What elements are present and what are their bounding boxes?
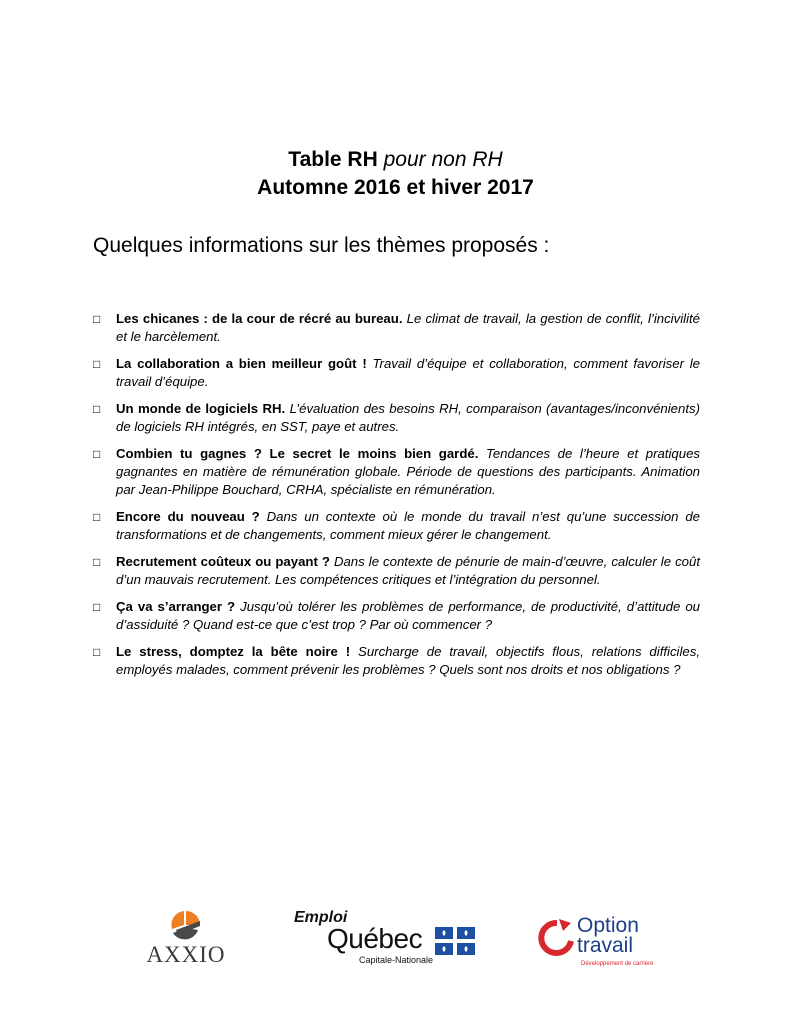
checkbox-icon: □ — [93, 312, 101, 326]
item-description: Tendances de l’heure et pratiques gagnantes en matière de rémunération globale. Période de questions des participants. Animation par Jean-Philippe Bouchard, CRHA, spécialiste en rémunération. — [116, 446, 700, 497]
checkbox-icon: □ — [93, 510, 101, 524]
item-title: Combien tu gagnes ? Le secret le moins bien gardé. — [116, 446, 479, 461]
quebec-wordmark: Québec — [327, 923, 423, 954]
section-heading: Quelques informations sur les thèmes proposés : — [93, 234, 550, 257]
option-wordmark: Option — [577, 914, 639, 937]
title-bold: Table RH — [288, 148, 378, 171]
list-item — [93, 643, 700, 679]
list-item — [93, 400, 700, 436]
list-item — [93, 310, 700, 346]
option-travail-logo — [537, 913, 667, 975]
option-travail-tagline: Développement de carrière — [581, 961, 654, 967]
sponsor-logos — [0, 905, 791, 975]
emploi-quebec-logo — [291, 905, 481, 973]
axxio-logo — [140, 908, 232, 970]
item-description: Dans un contexte où le monde du travail n’est qu’une succession de transformations et de changements, comment mieux gérer le changement. — [116, 509, 700, 542]
item-description: Surcharge de travail, objectifs flous, relations difficiles, employés malades, comment prévenir les problèmes ? Quels sont nos droits et nos obligations ? — [116, 644, 700, 677]
capitale-nationale-label: Capitale-Nationale — [359, 955, 434, 965]
quebec-flag-icon — [435, 927, 475, 955]
list-item — [93, 445, 700, 499]
item-title: Ça va s’arranger ? — [116, 599, 236, 614]
item-description: Jusqu’où tolérer les problèmes de performance, de productivité, d’attitude ou d’assiduité ? Quand est-ce que c’est trop ? Par où commencer ? — [116, 599, 700, 632]
item-description: Dans le contexte de pénurie de main-d’œuvre, calculer le coût d’un mauvais recrutement. Les compétences critiques et l’intégration du personnel. — [116, 554, 700, 587]
emploi-wordmark: Emploi — [294, 909, 348, 926]
item-title: Les chicanes : de la cour de récré au bureau. — [116, 311, 403, 326]
themes-list — [93, 310, 700, 688]
checkbox-icon: □ — [93, 447, 101, 461]
title-line-2: Automne 2016 et hiver 2017 — [257, 176, 534, 199]
checkbox-icon: □ — [93, 555, 101, 569]
checkbox-icon: □ — [93, 600, 101, 614]
item-description: Le climat de travail, la gestion de conflit, l’incivilité et le harcèlement. — [116, 311, 700, 344]
list-item — [93, 508, 700, 544]
item-title: La collaboration a bien meilleur goût ! — [116, 356, 367, 371]
document-title — [0, 146, 791, 202]
item-title: Un monde de logiciels RH. — [116, 401, 286, 416]
checkbox-icon: □ — [93, 402, 101, 416]
item-description: Travail d’équipe et collaboration, comment favoriser le travail d’équipe. — [116, 356, 700, 389]
option-travail-emblem-icon — [537, 917, 577, 961]
list-item — [93, 355, 700, 391]
list-item — [93, 553, 700, 589]
list-item — [93, 598, 700, 634]
checkbox-icon: □ — [93, 357, 101, 371]
axxio-emblem-icon — [140, 908, 232, 944]
item-title: Encore du nouveau ? — [116, 509, 260, 524]
item-title: Le stress, domptez la bête noire ! — [116, 644, 351, 659]
title-italic: pour non RH — [383, 148, 503, 171]
title-line-1 — [0, 146, 791, 174]
axxio-wordmark: AXXIO — [146, 942, 226, 967]
travail-wordmark: travail — [577, 934, 634, 957]
checkbox-icon: □ — [93, 645, 101, 659]
item-description: L’évaluation des besoins RH, comparaison (avantages/inconvénients) de logiciels RH intégrés, en SST, paye et autres. — [116, 401, 700, 434]
item-title: Recrutement coûteux ou payant ? — [116, 554, 330, 569]
